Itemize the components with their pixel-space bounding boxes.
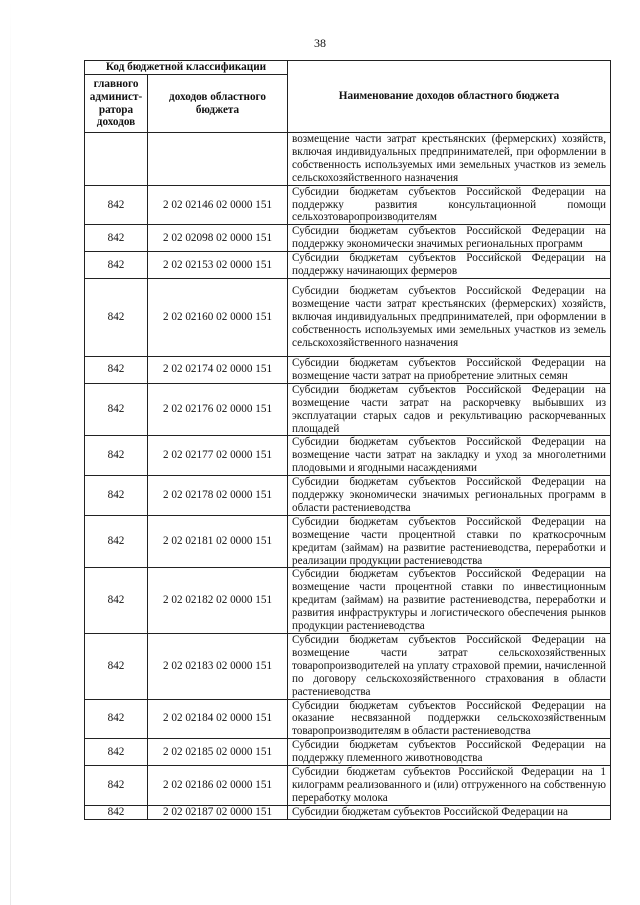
cell-name: Субсидии бюджетам субъектов Российской Федерации на возмещение части процентной ставки по краткосрочным кредитам (займам) на развитие растениеводства, переработки и реализации продукции растениеводства: [288, 515, 611, 568]
table-row: [85, 805, 611, 819]
cell-code: [148, 133, 288, 186]
cell-code: 2 02 02174 02 0000 151: [148, 356, 288, 383]
cell-admin: 842: [85, 185, 148, 225]
table-row: [85, 133, 611, 186]
cell-code: 2 02 02182 02 0000 151: [148, 568, 288, 634]
cell-name: Субсидии бюджетам субъектов Российской Федерации на поддержку экономически значимых региональных программ: [288, 225, 611, 252]
cell-name: Субсидии бюджетам субъектов Российской Федерации на возмещение части затрат сельскохозяйственных товаропроизводителей на уплату страховой премии, начисленной по договору сельскохозяйственного страхования в области растениеводства: [288, 634, 611, 700]
cell-admin: 842: [85, 699, 148, 739]
cell-name: Субсидии бюджетам субъектов Российской Федерации на поддержку начинающих фермеров: [288, 252, 611, 279]
header-group-label: Код бюджетной классификации: [85, 61, 288, 75]
table-row: [85, 383, 611, 436]
cell-code: 2 02 02181 02 0000 151: [148, 515, 288, 568]
table-row: [85, 699, 611, 739]
cell-admin: 842: [85, 436, 148, 476]
cell-code: 2 02 02183 02 0000 151: [148, 634, 288, 700]
cell-code: 2 02 02146 02 0000 151: [148, 185, 288, 225]
table-header: [85, 61, 611, 133]
cell-admin: 842: [85, 252, 148, 279]
cell-code: 2 02 02186 02 0000 151: [148, 766, 288, 806]
cell-name: Субсидии бюджетам субъектов Российской Федерации на 1 килограмм реализованного и (или) отгруженного на собственную переработку молока: [288, 766, 611, 806]
cell-code: 2 02 02185 02 0000 151: [148, 739, 288, 766]
table-row: [85, 568, 611, 634]
cell-admin: 842: [85, 278, 148, 356]
cell-admin: 842: [85, 356, 148, 383]
cell-admin: 842: [85, 515, 148, 568]
cell-admin: 842: [85, 739, 148, 766]
table-row: [85, 476, 611, 516]
cell-name: Субсидии бюджетам субъектов Российской Федерации на поддержку племенного животноводства: [288, 739, 611, 766]
table-body: [85, 133, 611, 820]
cell-name: Субсидии бюджетам субъектов Российской Федерации на поддержку экономически значимых региональных программ в области растениеводства: [288, 476, 611, 516]
table-row: [85, 634, 611, 700]
scan-margin-shadow: [10, 0, 11, 905]
cell-code: 2 02 02176 02 0000 151: [148, 383, 288, 436]
table-row: [85, 739, 611, 766]
table-row: [85, 252, 611, 279]
table-row: [85, 225, 611, 252]
header-income: доходов областного бюджета: [148, 75, 288, 133]
cell-name: Субсидии бюджетам субъектов Российской Федерации на оказание несвязанной поддержки сельскохозяйственным товаропроизводителям в области растениеводства: [288, 699, 611, 739]
cell-admin: 842: [85, 634, 148, 700]
cell-admin: [85, 133, 148, 186]
header-name: Наименование доходов областного бюджета: [288, 61, 611, 133]
budget-classification-table: [84, 60, 611, 820]
cell-admin: 842: [85, 225, 148, 252]
cell-code: 2 02 02177 02 0000 151: [148, 436, 288, 476]
cell-name: возмещение части затрат крестьянских (фермерских) хозяйств, включая индивидуальных предпринимателей, при оформлении в собственность используемых ими земельных участков из земель сельскохозяйственного назначения: [288, 133, 611, 186]
cell-admin: 842: [85, 766, 148, 806]
table-row: [85, 515, 611, 568]
cell-code: 2 02 02098 02 0000 151: [148, 225, 288, 252]
header-admin: главного админист-ратора доходов: [85, 75, 148, 133]
cell-admin: 842: [85, 568, 148, 634]
cell-admin: 842: [85, 805, 148, 819]
cell-name: Субсидии бюджетам субъектов Российской Федерации на возмещение части затрат на закладку и уход за многолетними плодовыми и ягодными насаждениями: [288, 436, 611, 476]
cell-code: 2 02 02187 02 0000 151: [148, 805, 288, 819]
cell-name: Субсидии бюджетам субъектов Российской Федерации на: [288, 805, 611, 819]
cell-name: Субсидии бюджетам субъектов Российской Федерации на возмещение части процентной ставки по инвестиционным кредитам (займам) на развитие растениеводства, переработки и развития инфраструктуры и логистического обеспечения рынков продукции растениеводства: [288, 568, 611, 634]
cell-code: 2 02 02153 02 0000 151: [148, 252, 288, 279]
table-row: [85, 278, 611, 356]
table-row: [85, 436, 611, 476]
table-row: [85, 766, 611, 806]
cell-name: Субсидии бюджетам субъектов Российской Федерации на возмещение части затрат крестьянских (фермерских) хозяйств, включая индивидуальных предпринимателей, при оформлении в собственность используемых ими земельных участков из земель сельскохозяйственного назначения: [288, 278, 611, 356]
cell-name: Субсидии бюджетам субъектов Российской Федерации на возмещение части затрат на раскорчевку выбывших из эксплуатации старых садов и рекультивацию раскорчеванных площадей: [288, 383, 611, 436]
page-number: 38: [314, 36, 326, 50]
cell-admin: 842: [85, 383, 148, 436]
cell-name: Субсидии бюджетам субъектов Российской Федерации на возмещение части затрат на приобретение элитных семян: [288, 356, 611, 383]
table-row: [85, 185, 611, 225]
cell-code: 2 02 02160 02 0000 151: [148, 278, 288, 356]
table-row: [85, 356, 611, 383]
cell-code: 2 02 02184 02 0000 151: [148, 699, 288, 739]
cell-admin: 842: [85, 476, 148, 516]
cell-name: Субсидии бюджетам субъектов Российской Федерации на поддержку развития консультационной помощи сельхозтоваропроизводителям: [288, 185, 611, 225]
cell-code: 2 02 02178 02 0000 151: [148, 476, 288, 516]
